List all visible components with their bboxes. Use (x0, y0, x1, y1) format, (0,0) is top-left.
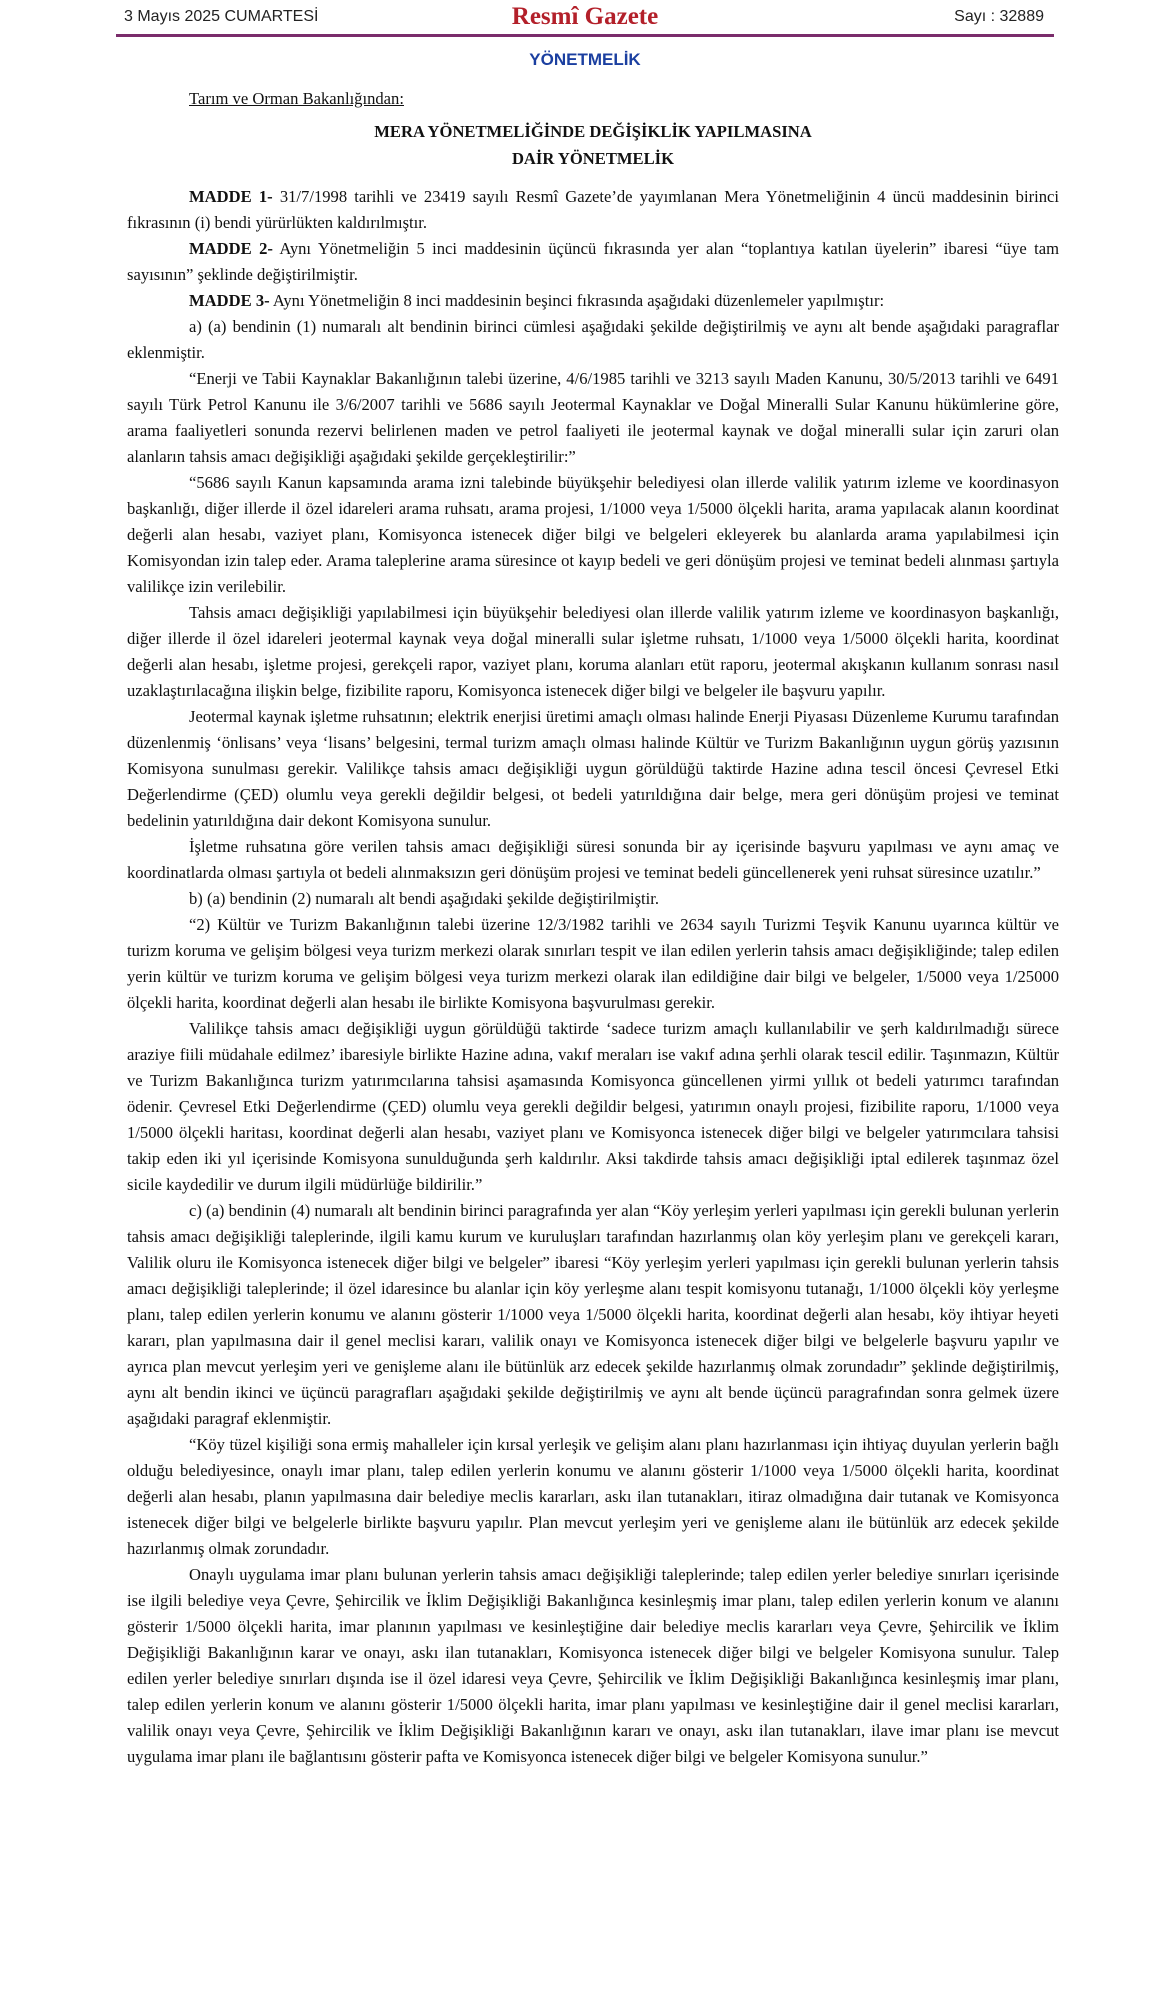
article-label: MADDE 3- (189, 291, 270, 310)
paragraph-text: Aynı Yönetmeliğin 8 inci maddesinin beşinci fıkrasında aşağıdaki düzenlemeler yapılmıştır: (269, 291, 885, 310)
paragraph-text: “2) Kültür ve Turizm Bakanlığının talebi üzerine 12/3/1982 tarihli ve 2634 sayılı Turizmi Teşvik Kanunu uyarınca kültür ve turizm koruma ve gelişim bölgesi veya turizm merkezi olarak sınırları tespit ve ilan edilen yerlerin tahsis amacı değişikliğinde; talep edilen yerin kültür ve turizm koruma ve gelişim bölgesi veya turizm merkezi olarak ilan edildiğine dair bilgi ve belgeler, 1/5000 veya 1/25000 ölçekli harita, koordinat değerli alan hesabı ile birlikte Komisyona başvurulması gerekir. (127, 915, 1059, 1012)
paragraph-text: Tahsis amacı değişikliği yapılabilmesi için büyükşehir belediyesi olan illerde valilik yatırım izleme ve koordinasyon başkanlığı, diğer illerde il özel idareleri jeotermal kaynak veya doğal mineralli sular işletme ruhsatı, 1/1000 veya 1/5000 ölçekli harita, koordinat değerli alan hesabı, işletme projesi, gerekçeli rapor, vaziyet planı, koruma alanları etüt raporu, jeotermal akışkanın kullanım sonrası nasıl uzaklaştırılacağına ilişkin belge, fizibilite raporu, Komisyonca istenecek diğer bilgi ve belgeler ile başvuru yapılır. (127, 603, 1059, 700)
paragraph-text: 31/7/1998 tarihli ve 23419 sayılı Resmî Gazete’de yayımlanan Mera Yönetmeliğinin 4 üncü maddesinin birinci fıkrasının (i) bendi yürürlükten kaldırılmıştır. (127, 187, 1059, 232)
paragraph (127, 886, 1059, 912)
paragraph-text: Onaylı uygulama imar planı bulunan yerlerin tahsis amacı değişikliği taleplerinde; talep edilen yerler belediye sınırları içerisinde ise ilgili belediye veya Çevre, Şehircilik ve İklim Değişikliği Bakanlığınca kesinleşmiş imar planı, talep edilen yerlerin konum ve alanını gösterir 1/5000 ölçekli harita, imar planının yapılması ve kesinleştiğine dair belediye meclis kararları veya Çevre, Şehircilik ve İklim Değişikliği Bakanlığının karar ve onayı, askı ilan tutanakları, Komisyonca istenecek diğer bilgi ve belgeler Komisyona sunulur. Talep edilen yerler belediye sınırları dışında ise il özel idaresi veya Çevre, Şehircilik ve İklim Değişikliği Bakanlığınca kesinleşmiş imar planı, talep edilen yerlerin konum ve alanını gösterir 1/5000 ölçekli harita, imar planı yapılması ve kesinleştiğine dair il genel meclisi kararları, valilik onayı veya Çevre, Şehircilik ve İklim Değişikliği Bakanlığının kararı ve onayı, askı ilan tutanakları, ilave imar planı ise mevcut uygulama imar planı ile bağlantısını gösterir pafta ve Komisyonca istenecek diğer bilgi ve belgeler Komisyona sunulur.” (127, 1565, 1059, 1766)
regulation-title (127, 118, 1059, 172)
regulation-title-line: DAİR YÖNETMELİK (511, 149, 675, 168)
paragraph (127, 1198, 1059, 1432)
paragraph (127, 1016, 1059, 1198)
document-body (127, 86, 1059, 1770)
paragraph (127, 184, 1059, 236)
paragraph (127, 912, 1059, 1016)
article-label: MADDE 1- (189, 187, 273, 206)
header-date: 3 Mayıs 2025 CUMARTESİ (124, 8, 319, 25)
paragraph (127, 314, 1059, 366)
paragraph (127, 1562, 1059, 1770)
paragraph (127, 600, 1059, 704)
paragraph (127, 236, 1059, 288)
paragraph (127, 366, 1059, 470)
gazette-title: Resmî Gazete (511, 3, 659, 30)
ministry-name: Tarım ve Orman Bakanlığından: (189, 89, 404, 108)
paragraph-text: b) (a) bendinin (2) numaralı alt bendi aşağıdaki şekilde değiştirilmiştir. (189, 889, 660, 908)
paragraph-text: c) (a) bendinin (4) numaralı alt bendinin birinci paragrafında yer alan “Köy yerleşim yerleri yapılması için gerekli bulunan yerlerin tahsis amacı değişikliği taleplerinde, ilgili kamu kurum ve kuruluşları tarafından hazırlanmış olan köy yerleşim planı ve gerekçeli kararı, Valilik oluru ile Komisyonca istenecek diğer bilgi ve belgeler” ibaresi “Köy yerleşim yerleri yapılması için gerekli bulunan yerlerin tahsis amacı değişikliği taleplerinde; il özel idaresince bu alanlar için köy yerleşme alanı tespit komisyonu tutanağı, 1/1000 ölçekli köy yerleşme planı, talep edilen yerlerin konumu ve alanını gösterir 1/1000 veya 1/5000 ölçekli harita, koordinat değerli alan hesabı, köy ihtiyar heyeti kararı, plan yapılmasına dair il genel meclisi kararı, valilik onayı ve Komisyonca istenecek diğer bilgi ve belgelerle başvuru yapılır ve ayrıca plan mevcut yerleşim yeri ve genişleme alanı ile bütünlük arz edecek şekilde hazırlanmış olmak zorundadır” şeklinde değiştirilmiş, aynı alt bendin ikinci ve üçüncü paragrafları aşağıdaki şekilde değiştirilmiş ve aynı alt bende üçüncü paragrafından sonra gelmek üzere aşağıdaki paragraf eklenmiştir. (127, 1201, 1059, 1428)
paragraph-text: “5686 sayılı Kanun kapsamında arama izni talebinde büyükşehir belediyesi olan illerde valilik yatırım izleme ve koordinasyon başkanlığı, diğer illerde il özel idareleri arama ruhsatı, arama projesi, 1/1000 veya 1/5000 ölçekli harita, arama yapılacak alanın koordinat değerli alan hesabı, vaziyet planı, Komisyonca istenecek diğer bilgi ve belgeleri ekleyerek bu alanlarda arama yapılabilmesi için Komisyondan izin talep eder. Arama taleplerine arama süresince ot kayıp bedeli ve geri dönüşüm projesi ve teminat bedeli alınması şartıyla valilikçe izin verilebilir. (127, 473, 1059, 596)
regulation-title-line: MERA YÖNETMELİĞİNDE DEĞİŞİKLİK YAPILMASINA (374, 122, 812, 141)
paragraph-text: İşletme ruhsatına göre verilen tahsis amacı değişikliği süresi sonunda bir ay içerisinde başvuru yapılması ve aynı amaç ve koordinatlarda olması şartıyla ot bedeli alınmaksızın geri dönüşüm projesi ve teminat bedeli güncellenerek yeni ruhsat süresince uzatılır.” (127, 837, 1059, 882)
paragraph-text: Aynı Yönetmeliğin 5 inci maddesinin üçüncü fıkrasında yer alan “toplantıya katılan üyelerin” ibaresi “üye tam sayısının” şeklinde değiştirilmiştir. (127, 239, 1060, 284)
article-label: MADDE 2- (189, 239, 273, 258)
paragraph (127, 704, 1059, 834)
paragraph-text: Jeotermal kaynak işletme ruhsatının; elektrik enerjisi üretimi amaçlı olması halinde Enerji Piyasası Düzenleme Kurumu tarafından düzenlenmiş ‘önlisans’ veya ‘lisans’ belgesini, termal turizm amaçlı olması halinde Kültür ve Turizm Bakanlığının uygun görüş yazısının Komisyona sunulması gerekir. Valilikçe tahsis amacı değişikliği uygun görüldüğü taktirde Hazine adına tescil öncesi Çevresel Etki Değerlendirme (ÇED) olumlu veya gerekli değildir belgesi, ot bedeli yatırıldığına dair belge, mera geri dönüşüm projesi ve teminat bedelinin yatırıldığına dair dekont Komisyona sunulur. (127, 707, 1059, 830)
issue-number: Sayı : 32889 (954, 8, 1044, 25)
gazette-header (116, 0, 1054, 37)
paragraph (127, 834, 1059, 886)
paragraph (127, 288, 1059, 314)
section-title: YÖNETMELİK (529, 50, 641, 69)
paragraph-text: Valilikçe tahsis amacı değişikliği uygun görüldüğü taktirde ‘sadece turizm amaçlı kullanılabilir ve şerh kaldırılmadığı sürece araziye fiili müdahale edilmez’ ibaresiyle birlikte Hazine adına, vakıf meraları ise vakıf adına şerhli olarak tescil edilir. Taşınmazın, Kültür ve Turizm Bakanlığınca turizm yatırımcılarına tahsisi aşamasında Komisyonca güncellenen yirmi yıllık ot bedeli yatırımcı tarafından ödenir. Çevresel Etki Değerlendirme (ÇED) olumlu veya gerekli değildir belgesi, yatırımın onaylı projesi, fizibilite raporu, 1/1000 veya 1/5000 ölçekli haritası, koordinat değerli alan hesabı, vaziyet planı ve Komisyonca istenecek diğer bilgi ve belgeler yatırımcılara tahsisi takip eden iki yıl içerisinde Komisyona sunulduğunda şerh kaldırılır. Aksi takdirde tahsis amacı değişikliği iptal edilerek taşınmaz özel sicile kaydedilir ve durum ilgili müdürlüğe bildirilir.” (127, 1019, 1059, 1194)
paragraph-text: “Enerji ve Tabii Kaynaklar Bakanlığının talebi üzerine, 4/6/1985 tarihli ve 3213 sayılı Maden Kanunu, 30/5/2013 tarihli ve 6491 sayılı Türk Petrol Kanunu ile 3/6/2007 tarihli ve 5686 sayılı Jeotermal Kaynaklar ve Doğal Mineralli Sular Kanunu hükümlerine göre, arama faaliyetleri sonunda rezervi belirlenen maden ve petrol faaliyeti ile jeotermal kaynak ve doğal mineralli sular için zaruri olan alanların tahsis amacı değişikliği aşağıdaki şekilde gerçekleştirilir:” (127, 369, 1059, 466)
paragraph (127, 470, 1059, 600)
paragraph (127, 1432, 1059, 1562)
paragraph-text: a) (a) bendinin (1) numaralı alt bendinin birinci cümlesi aşağıdaki şekilde değiştirilmiş ve aynı alt bende aşağıdaki paragraflar eklenmiştir. (127, 317, 1059, 362)
paragraph-text: “Köy tüzel kişiliği sona ermiş mahalleler için kırsal yerleşik ve gelişim alanı planı hazırlanması için ihtiyaç duyulan yerlerin bağlı olduğu belediyesince, onaylı imar planı, talep edilen yerlerin konumu ve alanını gösterir 1/1000 veya 1/5000 ölçekli harita, koordinat değerli alan hesabı, planın yapılmasına dair belediye meclis kararları, askı ilan tutanakları, itiraz olmadığına dair tutanak ve Komisyonca istenecek diğer bilgi ve belgelerle birlikte başvuru yapılır. Plan mevcut yerleşim yeri ve genişleme alanı ile bütünlük arz edecek şekilde hazırlanmış olmak zorundadır. (127, 1435, 1059, 1558)
